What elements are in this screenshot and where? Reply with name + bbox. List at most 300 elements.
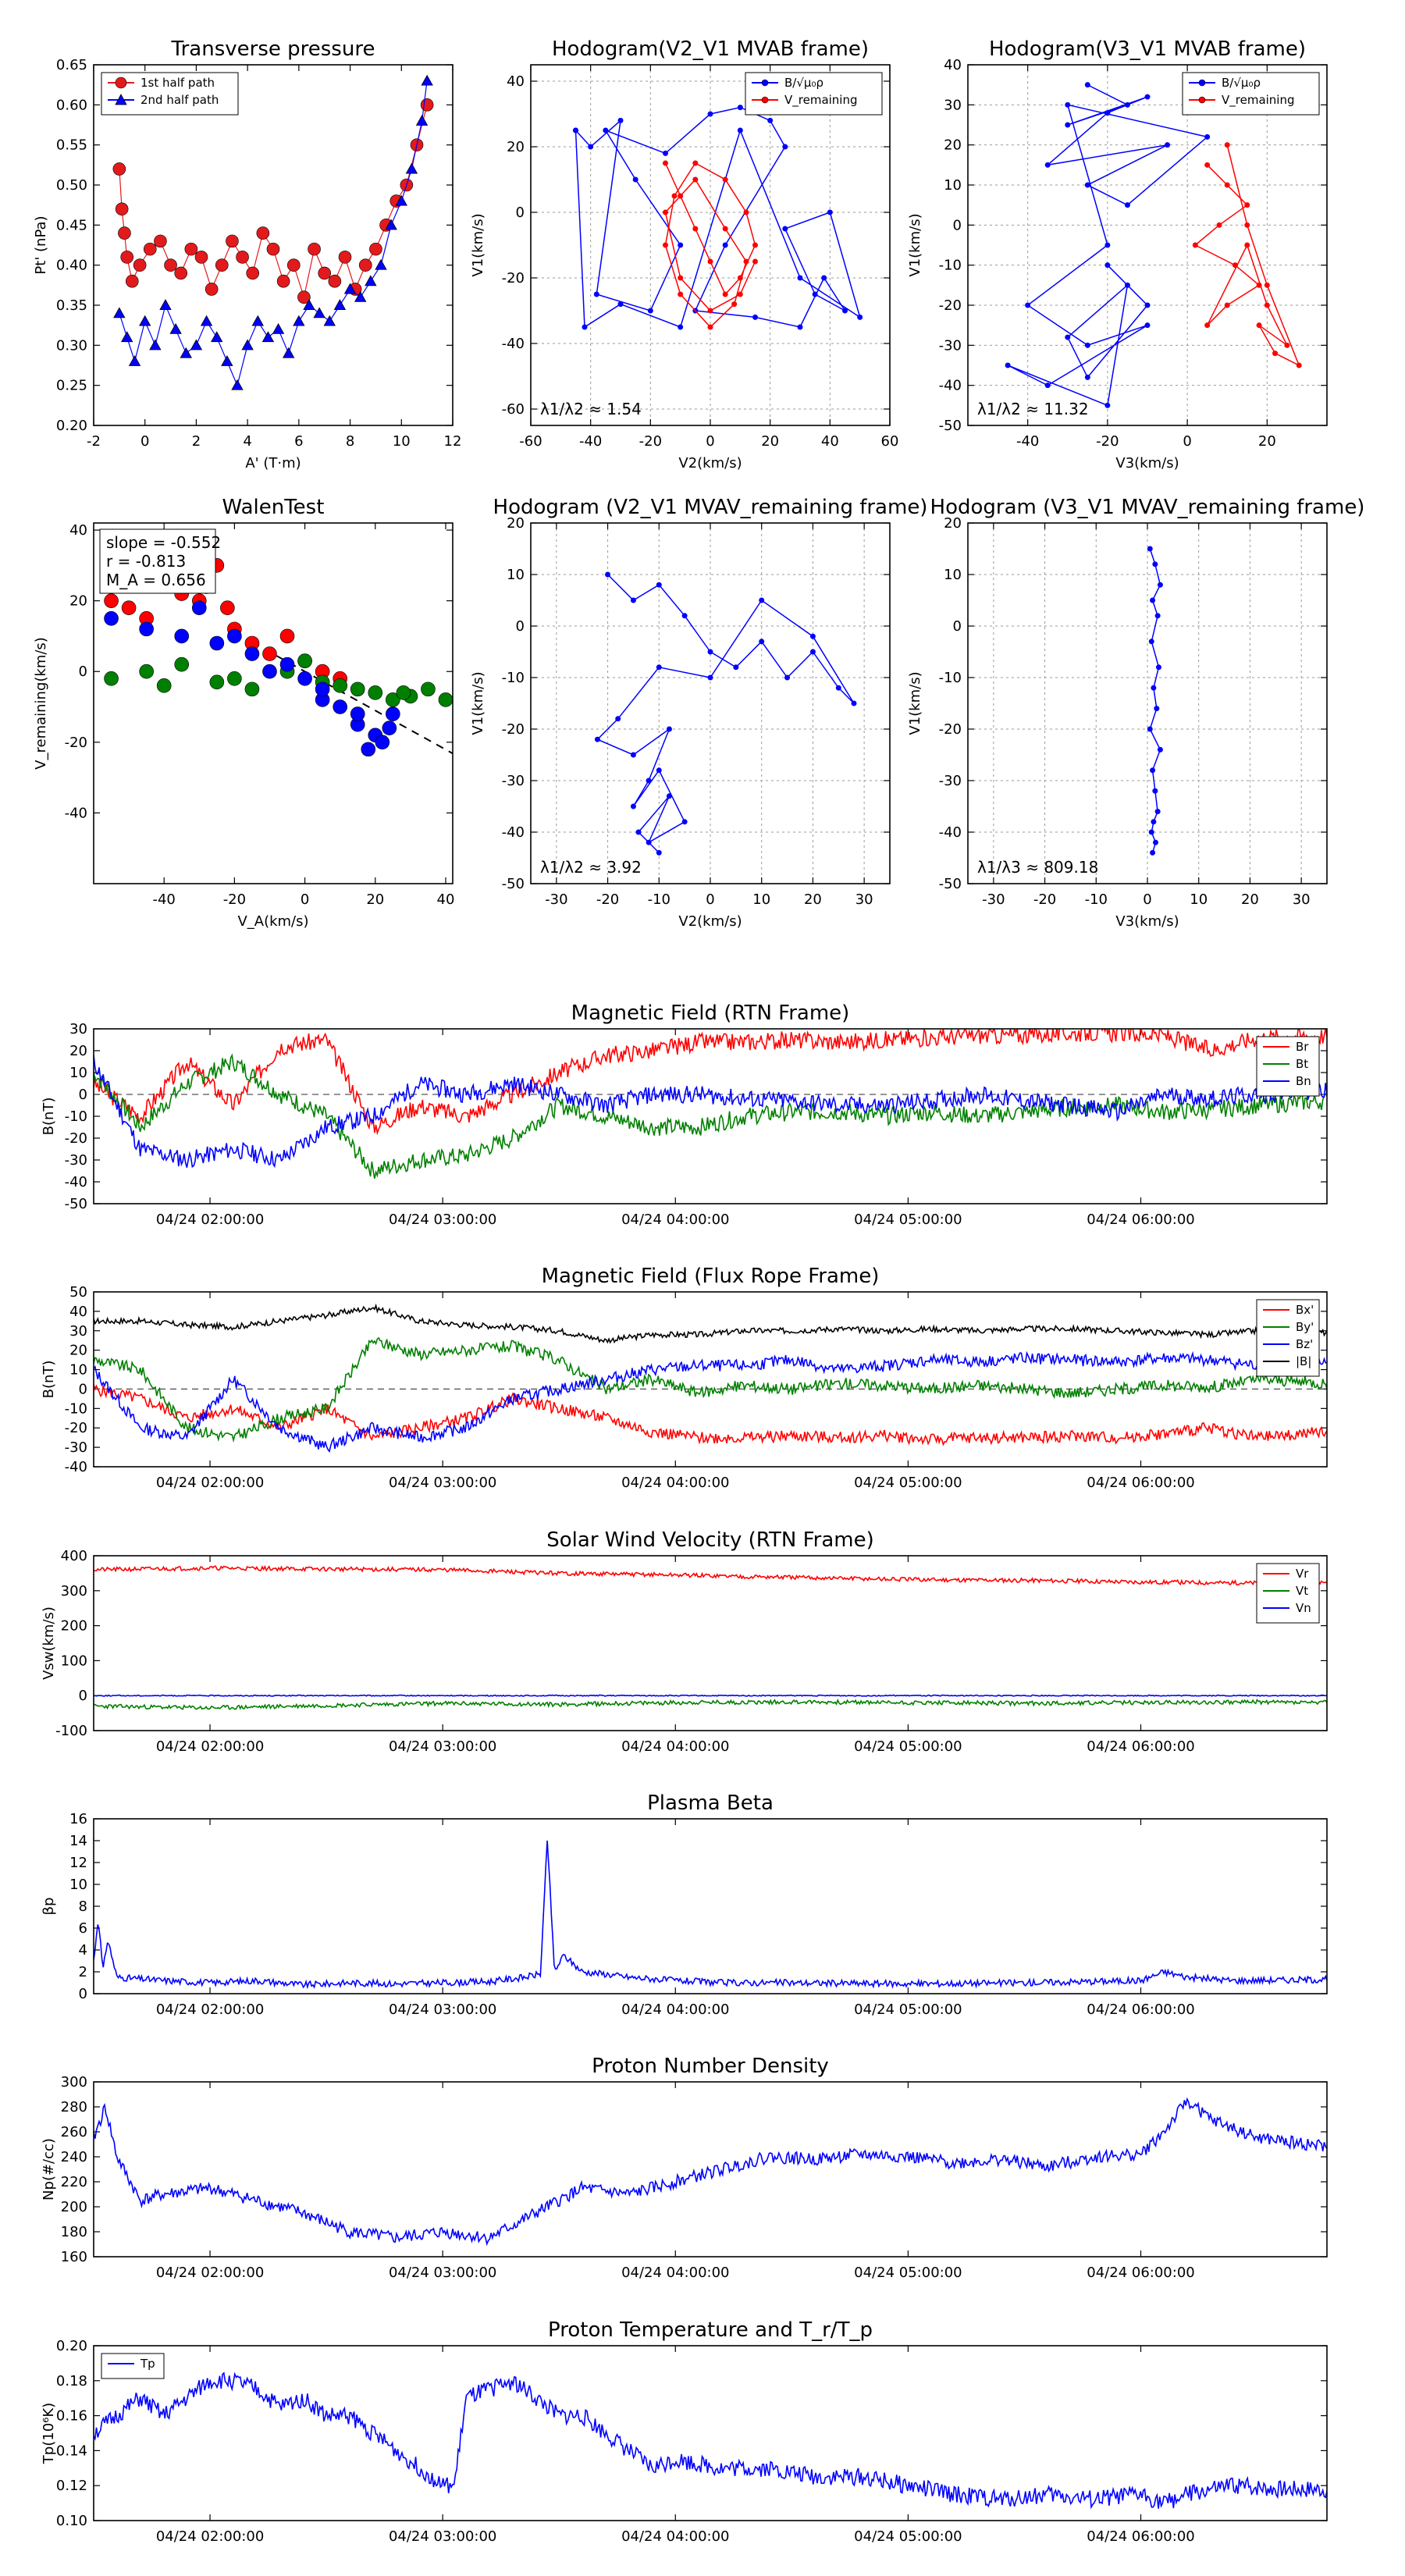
- data-point: [1125, 202, 1130, 208]
- data-point: [1244, 222, 1250, 228]
- x-tick-label: 0: [1183, 433, 1192, 450]
- legend-label: 2nd half path: [140, 93, 219, 107]
- data-point: [1145, 303, 1151, 308]
- x-axis-label: A' (T·m): [245, 455, 301, 471]
- data-point: [573, 128, 578, 133]
- data-point: [708, 112, 713, 117]
- y-tick-label: -20: [64, 1420, 87, 1437]
- y-tick-label: 0: [515, 205, 525, 221]
- y-tick-label: -30: [501, 773, 525, 789]
- y-tick-label: -20: [938, 721, 962, 738]
- data-point: [1145, 322, 1151, 328]
- y-tick-label: -100: [55, 1723, 87, 1739]
- x-tick-label: -40: [1016, 433, 1040, 450]
- data-point: [421, 682, 435, 696]
- y-tick-label: 16: [69, 1811, 87, 1827]
- data-point: [227, 671, 241, 685]
- data-point: [105, 611, 119, 625]
- x-tick-label: 04/24 02:00:00: [155, 2001, 265, 2018]
- y-axis-label: V1(km/s): [470, 671, 486, 735]
- data-point: [759, 639, 764, 644]
- data-point: [210, 636, 224, 650]
- x-tick-label: 04/24 03:00:00: [388, 1212, 497, 1228]
- data-point: [738, 292, 743, 297]
- data-point: [784, 675, 790, 681]
- x-tick-label: 04/24 05:00:00: [854, 1212, 962, 1228]
- data-point: [220, 601, 234, 615]
- legend: [101, 73, 238, 115]
- x-tick-label: 04/24 02:00:00: [155, 1738, 265, 1755]
- data-point: [1150, 767, 1155, 773]
- y-tick-label: 0: [78, 1986, 87, 2002]
- y-tick-label: -10: [64, 1108, 87, 1125]
- y-tick-label: -30: [64, 1439, 87, 1457]
- y-tick-label: 0.20: [55, 2338, 87, 2354]
- data-point: [1125, 102, 1130, 108]
- data-point: [247, 267, 259, 279]
- y-tick-label: 0: [78, 1087, 87, 1103]
- eigenvalue-ratio-label: λ1/λ2 ≈ 11.32: [977, 400, 1089, 418]
- x-tick-label: 04/24 06:00:00: [1087, 1475, 1195, 1491]
- data-point: [1125, 283, 1130, 288]
- y-tick-label: -50: [64, 1196, 87, 1212]
- x-axis-label: V3(km/s): [1115, 913, 1179, 930]
- data-point: [723, 226, 728, 232]
- x-tick-label: 04/24 02:00:00: [155, 1212, 265, 1228]
- data-point: [1165, 142, 1170, 148]
- data-point: [708, 675, 713, 681]
- data-point: [318, 267, 331, 279]
- legend-label: V_remaining: [1222, 93, 1295, 107]
- legend-label: B/√μ₀ρ: [784, 76, 823, 90]
- data-point: [1151, 685, 1156, 691]
- data-point: [1232, 262, 1238, 268]
- data-point: [195, 251, 208, 263]
- data-point: [329, 275, 341, 287]
- data-point: [692, 177, 698, 183]
- x-tick-label: 20: [803, 891, 822, 908]
- x-tick-label: 2: [191, 433, 201, 450]
- data-point: [852, 701, 857, 706]
- data-point: [588, 144, 593, 150]
- data-point: [1104, 243, 1110, 248]
- x-tick-label: 0: [706, 433, 715, 450]
- data-point: [215, 259, 228, 272]
- data-point: [582, 325, 588, 330]
- y-tick-label: -10: [938, 257, 962, 274]
- legend-label: Vn: [1296, 1601, 1311, 1615]
- data-point: [157, 678, 171, 692]
- data-point: [1149, 830, 1154, 835]
- data-point: [678, 194, 683, 199]
- data-point: [245, 682, 259, 696]
- x-tick-label: 04/24 04:00:00: [621, 2265, 730, 2281]
- data-point: [267, 243, 279, 255]
- data-point: [636, 830, 642, 835]
- y-tick-label: 20: [944, 515, 962, 532]
- data-point: [1225, 142, 1230, 148]
- data-point: [113, 162, 126, 175]
- legend: [1257, 1037, 1319, 1096]
- data-point: [1025, 303, 1030, 308]
- y-tick-label: 0.25: [55, 377, 87, 394]
- y-tick-label: -20: [938, 297, 962, 314]
- x-axis-label: V3(km/s): [1115, 455, 1179, 471]
- y-tick-label: -30: [938, 337, 962, 354]
- x-tick-label: 8: [345, 433, 355, 450]
- y-tick-label: 100: [60, 1653, 87, 1670]
- y-tick-label: 40: [944, 57, 962, 73]
- x-tick-label: 20: [366, 891, 385, 908]
- data-point: [595, 737, 600, 742]
- y-tick-label: -20: [501, 270, 525, 286]
- data-point: [298, 654, 312, 668]
- data-point: [140, 622, 154, 636]
- data-point: [738, 105, 743, 110]
- y-tick-label: -20: [501, 721, 525, 738]
- data-point: [618, 118, 624, 123]
- x-tick-label: 04/24 06:00:00: [1087, 2528, 1195, 2545]
- data-point: [656, 582, 662, 588]
- data-point: [759, 598, 764, 603]
- data-point: [1149, 639, 1154, 644]
- legend: [101, 2354, 164, 2379]
- y-tick-label: 10: [69, 1065, 87, 1081]
- x-tick-label: 30: [1292, 891, 1311, 908]
- y-tick-label: 0: [515, 618, 525, 635]
- data-point: [1153, 840, 1158, 845]
- y-tick-label: 300: [60, 2074, 87, 2090]
- y-tick-label: 40: [507, 73, 525, 90]
- y-tick-label: 40: [69, 522, 87, 539]
- data-point: [368, 685, 382, 699]
- data-point: [1150, 598, 1155, 603]
- y-axis-label: B(nT): [41, 1360, 57, 1399]
- y-tick-label: -40: [501, 336, 525, 352]
- data-point: [744, 210, 749, 215]
- data-point: [375, 735, 389, 749]
- data-point: [752, 315, 758, 320]
- data-point: [1257, 283, 1262, 288]
- x-tick-label: 30: [855, 891, 873, 908]
- data-point: [731, 301, 737, 307]
- x-tick-label: -2: [87, 433, 101, 450]
- data-point: [708, 325, 713, 330]
- x-tick-label: 0: [300, 891, 310, 908]
- legend-label: Vr: [1296, 1567, 1309, 1581]
- legend-marker: [116, 77, 126, 88]
- y-tick-label: 200: [60, 1617, 87, 1635]
- y-axis-label: Pt' (nPa): [33, 215, 49, 275]
- x-tick-label: -10: [1084, 891, 1108, 908]
- data-point: [237, 251, 249, 263]
- data-point: [245, 647, 259, 661]
- y-tick-label: 300: [60, 1582, 87, 1599]
- data-point: [678, 292, 683, 297]
- data-point: [631, 753, 636, 758]
- data-point: [682, 819, 688, 824]
- data-point: [1204, 134, 1210, 140]
- data-point: [603, 128, 608, 133]
- y-tick-label: 50: [69, 1284, 87, 1300]
- data-point: [1217, 222, 1222, 228]
- x-tick-label: 04/24 04:00:00: [621, 2528, 730, 2545]
- x-tick-label: 60: [880, 433, 899, 450]
- data-point: [733, 664, 738, 670]
- data-point: [1065, 335, 1070, 340]
- x-tick-label: -20: [596, 891, 620, 908]
- legend-marker: [762, 80, 768, 86]
- data-point: [397, 685, 411, 699]
- data-point: [810, 649, 816, 655]
- data-point: [1155, 613, 1161, 618]
- chart-title: Hodogram (V3_V1 MVAV_remaining frame): [930, 496, 1365, 519]
- y-tick-label: 0.40: [55, 257, 87, 274]
- y-tick-label: 0.50: [55, 177, 87, 194]
- data-point: [1104, 262, 1110, 268]
- data-point: [798, 325, 803, 330]
- data-point: [708, 649, 713, 655]
- x-tick-label: 20: [1240, 891, 1259, 908]
- x-tick-label: 04/24 06:00:00: [1087, 1738, 1195, 1755]
- y-tick-label: -10: [64, 1400, 87, 1418]
- data-point: [633, 177, 638, 183]
- legend-label: 1st half path: [140, 76, 215, 90]
- data-point: [827, 210, 833, 215]
- data-point: [439, 692, 453, 706]
- data-point: [1225, 303, 1230, 308]
- data-point: [678, 325, 683, 330]
- x-tick-label: -20: [1096, 433, 1119, 450]
- data-point: [1045, 162, 1051, 168]
- data-point: [646, 840, 652, 845]
- data-point: [126, 275, 138, 287]
- legend: [745, 73, 882, 115]
- data-point: [144, 243, 156, 255]
- legend-label: V_remaining: [784, 93, 858, 107]
- x-tick-label: 12: [443, 433, 462, 450]
- y-tick-label: 40: [69, 1303, 87, 1320]
- y-tick-label: 240: [60, 2149, 87, 2165]
- x-tick-label: 0: [140, 433, 150, 450]
- legend: [1257, 1564, 1319, 1623]
- data-point: [227, 629, 241, 643]
- x-tick-label: -20: [638, 433, 663, 450]
- data-point: [798, 276, 803, 281]
- chart-title: Hodogram (V2_V1 MVAV_remaining frame): [493, 496, 928, 519]
- data-point: [744, 259, 749, 265]
- chart-title: Transverse pressure: [171, 37, 375, 61]
- y-tick-label: 10: [69, 1361, 87, 1379]
- data-point: [315, 682, 329, 696]
- data-point: [692, 161, 698, 166]
- legend-label: Bn: [1296, 1074, 1311, 1088]
- y-tick-label: 30: [69, 1021, 87, 1037]
- y-axis-label: Vsw(km/s): [41, 1606, 57, 1680]
- data-point: [810, 634, 816, 639]
- data-point: [682, 613, 688, 618]
- y-tick-label: 0.14: [55, 2443, 87, 2460]
- y-tick-label: -40: [64, 805, 87, 822]
- y-tick-label: -40: [64, 1174, 87, 1190]
- y-tick-label: 14: [69, 1833, 87, 1849]
- y-tick-label: 20: [69, 592, 87, 610]
- data-point: [118, 227, 130, 240]
- data-point: [631, 598, 636, 603]
- x-tick-label: 6: [294, 433, 304, 450]
- x-tick-label: 0: [706, 891, 715, 908]
- y-axis-label: βp: [41, 1897, 57, 1916]
- y-tick-label: 0.35: [55, 297, 87, 314]
- data-point: [350, 707, 365, 721]
- y-tick-label: 0.55: [55, 137, 87, 154]
- data-point: [1204, 322, 1210, 328]
- x-tick-label: 40: [436, 891, 455, 908]
- data-point: [738, 276, 743, 281]
- data-point: [1085, 375, 1090, 380]
- y-tick-label: 0: [78, 664, 87, 681]
- y-tick-label: 30: [944, 97, 962, 114]
- y-tick-label: 20: [69, 1043, 87, 1059]
- data-point: [350, 682, 365, 696]
- y-tick-label: 0.12: [55, 2478, 87, 2495]
- data-point: [708, 259, 713, 265]
- data-point: [738, 128, 743, 133]
- data-point: [842, 308, 848, 314]
- y-tick-label: 20: [507, 139, 525, 155]
- data-point: [1104, 403, 1110, 408]
- x-tick-label: 04/24 02:00:00: [155, 2265, 265, 2281]
- y-tick-label: -50: [938, 418, 962, 434]
- data-point: [280, 629, 294, 643]
- chart-title: Hodogram(V3_V1 MVAB frame): [988, 37, 1307, 61]
- data-point: [333, 678, 347, 692]
- data-point: [122, 601, 136, 615]
- y-tick-label: 0.60: [55, 97, 87, 114]
- y-tick-label: -40: [501, 824, 525, 841]
- x-tick-label: -30: [982, 891, 1005, 908]
- x-tick-label: 04/24 06:00:00: [1087, 2265, 1195, 2281]
- data-point: [723, 243, 728, 248]
- x-tick-label: 4: [243, 433, 252, 450]
- data-point: [631, 804, 636, 809]
- legend-marker: [1199, 97, 1205, 103]
- data-point: [813, 292, 818, 297]
- data-point: [1156, 664, 1161, 670]
- x-tick-label: 20: [1257, 433, 1276, 450]
- y-tick-label: 12: [69, 1855, 87, 1871]
- data-point: [262, 647, 276, 661]
- y-tick-label: -30: [64, 1152, 87, 1169]
- chart-title: Hodogram(V2_V1 MVAB frame): [551, 37, 870, 61]
- x-tick-label: 10: [392, 433, 411, 450]
- y-tick-label: -50: [501, 876, 525, 892]
- data-point: [663, 161, 668, 166]
- data-point: [708, 308, 713, 314]
- data-point: [678, 243, 683, 248]
- y-tick-label: 260: [60, 2124, 87, 2140]
- data-point: [1193, 243, 1198, 248]
- data-point: [1085, 183, 1090, 188]
- y-tick-label: 0.20: [55, 418, 87, 434]
- x-tick-label: 10: [752, 891, 771, 908]
- y-tick-label: 20: [944, 137, 962, 154]
- legend-label: Tp: [140, 2357, 155, 2371]
- data-point: [1045, 382, 1051, 388]
- data-point: [1155, 809, 1161, 814]
- data-point: [1147, 546, 1153, 552]
- y-tick-label: 180: [60, 2224, 87, 2240]
- data-point: [782, 226, 788, 232]
- data-point: [1272, 350, 1278, 356]
- data-point: [656, 664, 662, 670]
- y-axis-label: B(nT): [41, 1097, 57, 1136]
- x-tick-label: 04/24 03:00:00: [388, 1738, 497, 1755]
- data-point: [165, 259, 177, 272]
- x-tick-label: -20: [222, 891, 247, 908]
- y-tick-label: 0: [952, 618, 962, 635]
- data-point: [648, 308, 653, 314]
- data-point: [692, 226, 698, 232]
- y-tick-label: 8: [78, 1898, 87, 1915]
- legend-marker: [762, 97, 768, 103]
- x-tick-label: -30: [545, 891, 568, 908]
- data-point: [836, 685, 841, 691]
- data-point: [1065, 102, 1070, 108]
- data-point: [421, 98, 433, 111]
- data-point: [752, 243, 758, 248]
- y-tick-label: 0.45: [55, 217, 87, 234]
- x-tick-label: 10: [1190, 891, 1208, 908]
- data-point: [369, 243, 382, 255]
- y-tick-label: 400: [60, 1548, 87, 1564]
- data-point: [605, 572, 610, 578]
- legend-label: Bz': [1296, 1337, 1314, 1351]
- chart-title: Proton Number Density: [592, 2055, 829, 2078]
- legend-label: Vt: [1296, 1584, 1309, 1598]
- x-tick-label: 0: [1143, 891, 1152, 908]
- y-tick-label: 0.65: [55, 57, 87, 73]
- x-tick-label: -40: [152, 891, 176, 908]
- x-axis-label: V_A(km/s): [237, 913, 309, 930]
- data-point: [280, 657, 294, 671]
- data-point: [1225, 183, 1230, 188]
- data-point: [298, 671, 312, 685]
- x-tick-label: 04/24 04:00:00: [621, 1475, 730, 1491]
- data-point: [333, 700, 347, 714]
- y-tick-label: -30: [938, 773, 962, 789]
- y-tick-label: 2: [78, 1964, 87, 1980]
- chart-title: Solar Wind Velocity (RTN Frame): [546, 1528, 874, 1552]
- x-tick-label: 20: [761, 433, 780, 450]
- data-point: [1005, 363, 1011, 368]
- data-point: [1065, 123, 1070, 128]
- data-point: [1104, 110, 1110, 116]
- y-tick-label: 0: [78, 1688, 87, 1705]
- data-point: [767, 118, 773, 123]
- x-tick-label: 04/24 04:00:00: [621, 2001, 730, 2018]
- data-point: [667, 727, 672, 732]
- y-axis-label: V1(km/s): [907, 671, 923, 735]
- data-point: [723, 177, 728, 183]
- data-point: [361, 742, 375, 756]
- data-point: [1150, 850, 1155, 856]
- legend: [1183, 73, 1319, 115]
- x-tick-label: 04/24 03:00:00: [388, 1475, 497, 1491]
- x-tick-label: 04/24 04:00:00: [621, 1212, 730, 1228]
- data-point: [594, 292, 599, 297]
- y-tick-label: -20: [64, 1130, 87, 1147]
